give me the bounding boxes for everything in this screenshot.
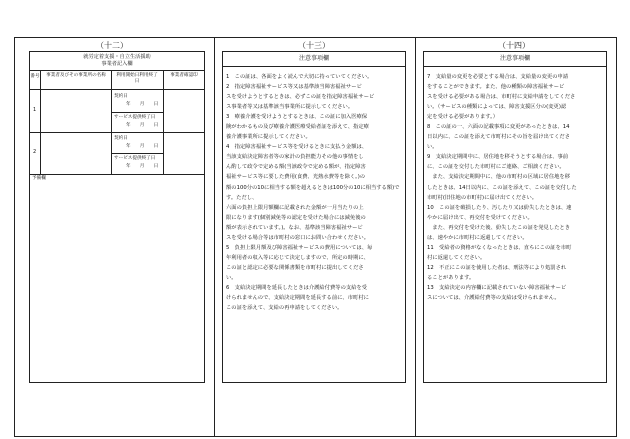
header-bottom-rule	[30, 89, 204, 90]
note-line: 8 この証の一、六面の記載事項に変更があったときは、14	[427, 124, 570, 131]
note-line: 養介護事業所に提示してください。	[226, 134, 311, 141]
note-line: い。	[226, 274, 237, 281]
note-line: 福祉サービス等に要した費用(食費、光熱水費等を除く。)の	[226, 174, 366, 181]
note-line: また、支給決定期間中に、他の市町村の区域に居住地を移	[427, 174, 571, 181]
note-line: 13 支給決定の内容欄に記載されていない障害福祉サービ	[427, 284, 567, 291]
col-header-confirm: 事業者確認印	[170, 73, 198, 78]
notes-body	[427, 72, 603, 303]
col-header-date: 利用開始日利用終了日	[116, 73, 158, 84]
spare-column-label: 予備欄	[32, 176, 46, 181]
row-number: 1	[33, 107, 37, 113]
service-end-label: サービス提供終了日	[114, 115, 156, 120]
note-line: 4 指定障害福祉サービス等を受けるときに支払う金額は、	[226, 144, 368, 151]
col-divider-1	[40, 70, 41, 174]
row-subdivider	[111, 112, 163, 113]
note-line: 1 この証は、各面をよく読んで大切に持っていてください。	[226, 74, 373, 80]
row-number: 2	[33, 149, 37, 155]
note-line: 10 この証を破損したり、汚したり又は紛失したときは、速	[427, 204, 572, 211]
note-line: 額の100分の10に相当する額を超えるときは100分の10に相当する額)です。ただし、	[226, 184, 400, 201]
note-line: をすることができます。また、他の種類の障害福祉サービ	[427, 84, 565, 91]
certificate-entry-form	[29, 51, 205, 383]
contract-date-label: 契約日	[114, 94, 128, 99]
row-rule	[30, 132, 204, 133]
notes-title: 注意事項欄	[424, 52, 606, 67]
note-line: 9 支給決定期間中に、居住地を移そうとする場合は、事前	[427, 154, 569, 161]
note-line: 11 受給者の資格がなくなったときは、直ちにこの証を市町	[427, 244, 572, 251]
row-subdivider	[111, 153, 163, 154]
col-header-business: 事業者及びその事業所の名称	[46, 73, 106, 78]
notes-panel-14	[423, 51, 607, 383]
note-line: スを受ける必要がある場合は、市町村に支給申請をしてくださ	[427, 94, 576, 101]
note-line: 険がわかるもの及び療養介護医療受給者証を添えて、指定療	[226, 124, 369, 131]
note-line: ス事業者等又は基準該当事業所に提示してください。	[226, 104, 354, 111]
note-line: に、この証を交付した市町村にご連絡、ご相談ください。	[427, 164, 565, 171]
contract-date-value: 年 月 日	[126, 102, 159, 107]
col-divider-3	[163, 70, 164, 174]
divider-right	[415, 37, 416, 437]
contract-date-label: 契約日	[114, 136, 128, 141]
note-line: 六面の負担上限月額欄に記載された金額が一月当たりの上	[226, 204, 364, 211]
note-line: 7 支給量の変更を必要とする場合は、支給量の変更の申請	[427, 74, 569, 80]
note-line: ん酌して政令で定める額(当該政令で定める額が、指定障害	[226, 164, 366, 171]
note-line: 年利用者の収入等に応じて決定しますので、所定の時期に、	[226, 254, 369, 261]
row-rule	[30, 174, 204, 175]
note-line: ることがあります。	[427, 274, 475, 281]
notes-panel-13	[222, 51, 406, 383]
note-line: やかに届け出て、再交付を受けてください。	[427, 214, 533, 221]
col-divider-2	[111, 70, 112, 174]
note-line: この証を添えて、支給の再申請をしてください。	[226, 305, 343, 312]
contract-date-value: 年 月 日	[126, 144, 159, 149]
note-line: この証と認定に必要な関係書類を市町村に提出してくださ	[226, 264, 364, 271]
note-line: い。（サービスの種類によっては、障害支援区分の(変更)認	[427, 104, 567, 111]
note-line: 5 負担上限月額及び障害福祉サービスの費用については、毎	[226, 244, 373, 251]
note-line: けられませんので、支給決定期間を延長する前に、市町村に	[226, 295, 369, 302]
note-line: また、再交付を受けた後、紛失したこの証を発見したとき	[427, 224, 571, 231]
note-line: スを受けようとするときは、必ずこの証を指定障害福祉サービ	[226, 94, 375, 101]
note-line: は、速やかに市町村に返還してください。	[427, 234, 528, 241]
note-line: 3 療養介護を受けようとするときは、この証に加入医療保	[226, 114, 368, 121]
note-line: 村に返還してください。	[427, 254, 486, 261]
form-title: 就労定着支援・自立生活援助	[83, 54, 151, 60]
notes-title: 注意事項欄	[223, 52, 405, 67]
note-line: 2 指定障害福祉サービス等又は基準該当障害福祉サービ	[226, 84, 362, 91]
note-line: 限になります(個別減免等の認定を受けた場合には減免後の	[226, 214, 366, 221]
note-line: スを受ける場合等は市町村の窓口にお問い合わせください。	[226, 234, 370, 241]
note-line: 12 不正にこの証を使用した者は、刑法等により処罰され	[427, 264, 567, 271]
section-number-13: （十三）	[298, 41, 330, 50]
note-line: スについては、介護給付費等の支給は受けられません。	[427, 295, 560, 302]
service-end-label: サービス提供終了日	[114, 156, 156, 161]
note-line: 市町村(旧住地の市町村)に届け出てください。	[427, 194, 538, 201]
notes-body	[226, 72, 402, 313]
note-line: したときは、14日以内に、この証を添えて、この証を交付した	[427, 184, 577, 191]
note-line: 日以内に、この証を添えて市町村にその旨を届け出てくださ	[427, 134, 571, 141]
note-line: い。	[427, 144, 438, 151]
divider-left	[214, 37, 215, 437]
section-number-14: （十四）	[498, 41, 530, 50]
note-line: 定を受ける必要があります。）	[427, 114, 499, 121]
note-line: 6 支給決定期間を延長したときは介護給付費等の支給を受	[226, 284, 368, 291]
service-end-value: 年 月 日	[126, 164, 159, 169]
service-end-value: 年 月 日	[126, 123, 159, 128]
section-number-12: （十二）	[96, 41, 128, 50]
col-header-number: 番号	[30, 74, 40, 79]
note-line: 額が表示されています。)。なお、基準該当障害福祉サービ	[226, 224, 363, 231]
form-subtitle: 事業者記入欄	[101, 61, 133, 67]
note-line: 当該支給決定障害者等の家計の負担能力その他の事情をし	[226, 154, 364, 161]
header-rule	[30, 70, 204, 71]
